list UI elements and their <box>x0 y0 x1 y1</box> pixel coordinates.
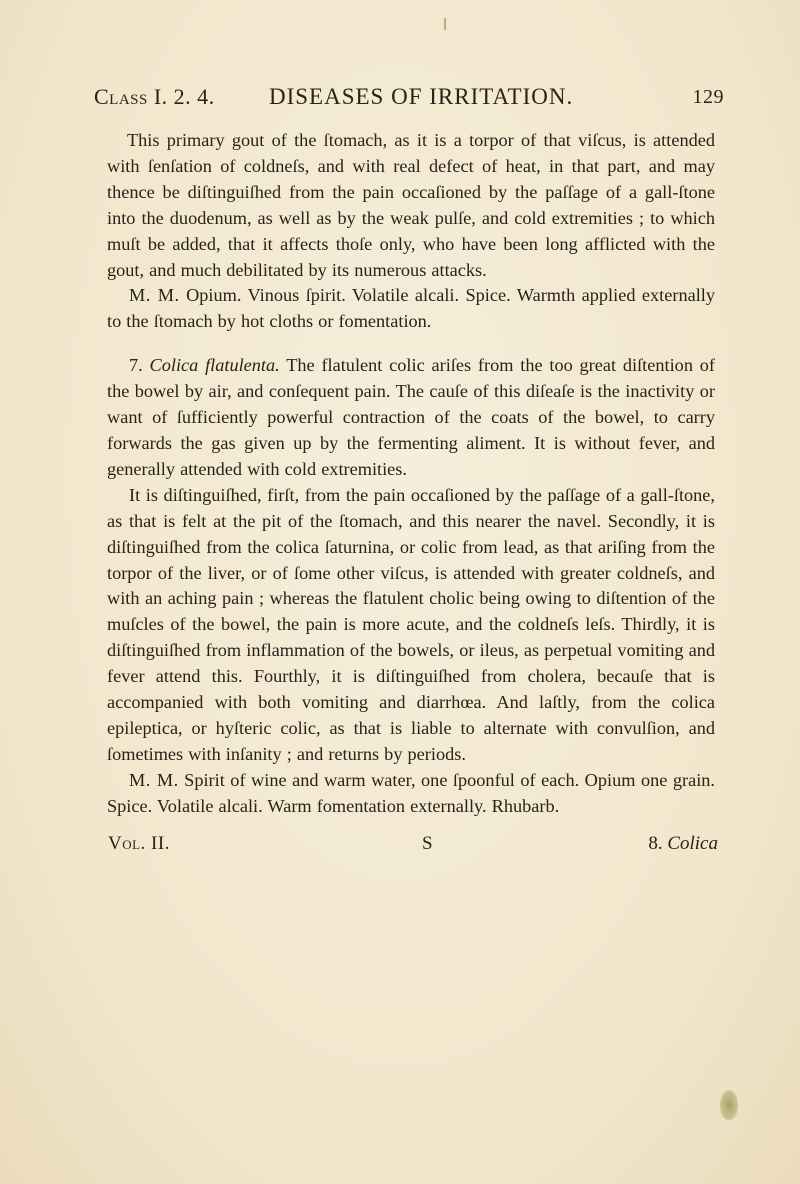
catchword-number: 8. <box>648 833 663 854</box>
header-title: DISEASES OF IRRITATION. <box>269 84 574 109</box>
paper-stain <box>720 1090 738 1120</box>
volume-label: Vol. II. <box>108 833 170 854</box>
running-header <box>94 84 724 116</box>
paragraph-colica-flatulenta <box>107 353 715 483</box>
paper-mark <box>444 18 446 30</box>
header-class-label: Class I. 2. 4. <box>94 84 215 109</box>
materia-medica-label: M. M. <box>129 285 180 306</box>
paragraph-text: Spirit of wine and warm water, one ſpoonful of each. Opium one grain. Spice. Volatile alcali. Warm fomentation externally. Rhubarb. <box>107 769 715 816</box>
section-title: Colica flatulenta. <box>149 355 280 376</box>
paragraph-text: The flatulent colic ariſes from the too great diſtention of the bowel by air, and conſequent pain. The cauſe of this diſeaſe is the inactivity or want of ſufficiently powerful contraction of the coats of the bowel, to carry forwards the gas given up by the fermenting aliment. It is without fever, and generally attended with cold extremities. <box>107 355 715 479</box>
materia-medica-label: M. M. <box>129 769 179 790</box>
paragraph-primary-gout <box>107 128 715 283</box>
body-text <box>107 128 715 820</box>
paragraph-text: This primary gout of the ſtomach, as it is a torpor of that viſcus, is attended with ſenſation of coldneſs, and with real defect of heat, in that part, and may thence be diſtinguiſhed from the pain occaſioned by the paſſage of a gall-ſtone into the duodenum, as well as by the weak pulſe, and cold extremities ; to which muſt be added, that it affects thoſe only, who have been long afflicted with the gout, and much debilitated by its numerous attacks. <box>107 130 715 280</box>
section-number: 7. <box>129 355 143 376</box>
signature-mark: S <box>422 833 433 854</box>
paragraph-text: It is diſtinguiſhed, firſt, from the pain occaſioned by the paſſage of a gall-ſtone, as that is felt at the pit of the ſtomach, and this nearer the navel. Secondly, it is diſtinguiſhed from the colica ſaturnina, or colic from lead, as that ariſing from the torpor of the liver, or of ſome other viſcus, is attended with greater coldneſs, and with an aching pain ; whereas the flatulent cholic being owing to diſtention of the muſcles of the bowel, the pain is more acute, and the coldneſs leſs. Thirdly, it is diſtinguiſhed from inflammation of the bowels, or ileus, as perpetual vomiting and fever attend this. Fourthly, it is diſtinguiſhed from cholera, becauſe that is accompanied with both vomiting and diarrhœa. And laſtly, from the colica epileptica, or hyſteric colic, as that is liable to alternate with convulſion, and ſometimes with inſanity ; and returns by periods. <box>107 484 715 764</box>
catchword-text: Colica <box>667 833 718 854</box>
page-footer <box>108 833 718 861</box>
paragraph-distinction <box>107 483 715 768</box>
paragraph-text: Opium. Vinous ſpirit. Volatile alcali. Spice. Warmth applied externally to the ſtomach by hot cloths or fomentation. <box>107 285 716 332</box>
catchword <box>648 833 718 855</box>
paragraph-materia-medica-1 <box>107 283 715 335</box>
paragraph-materia-medica-2 <box>107 768 715 820</box>
page-number: 129 <box>692 86 724 108</box>
